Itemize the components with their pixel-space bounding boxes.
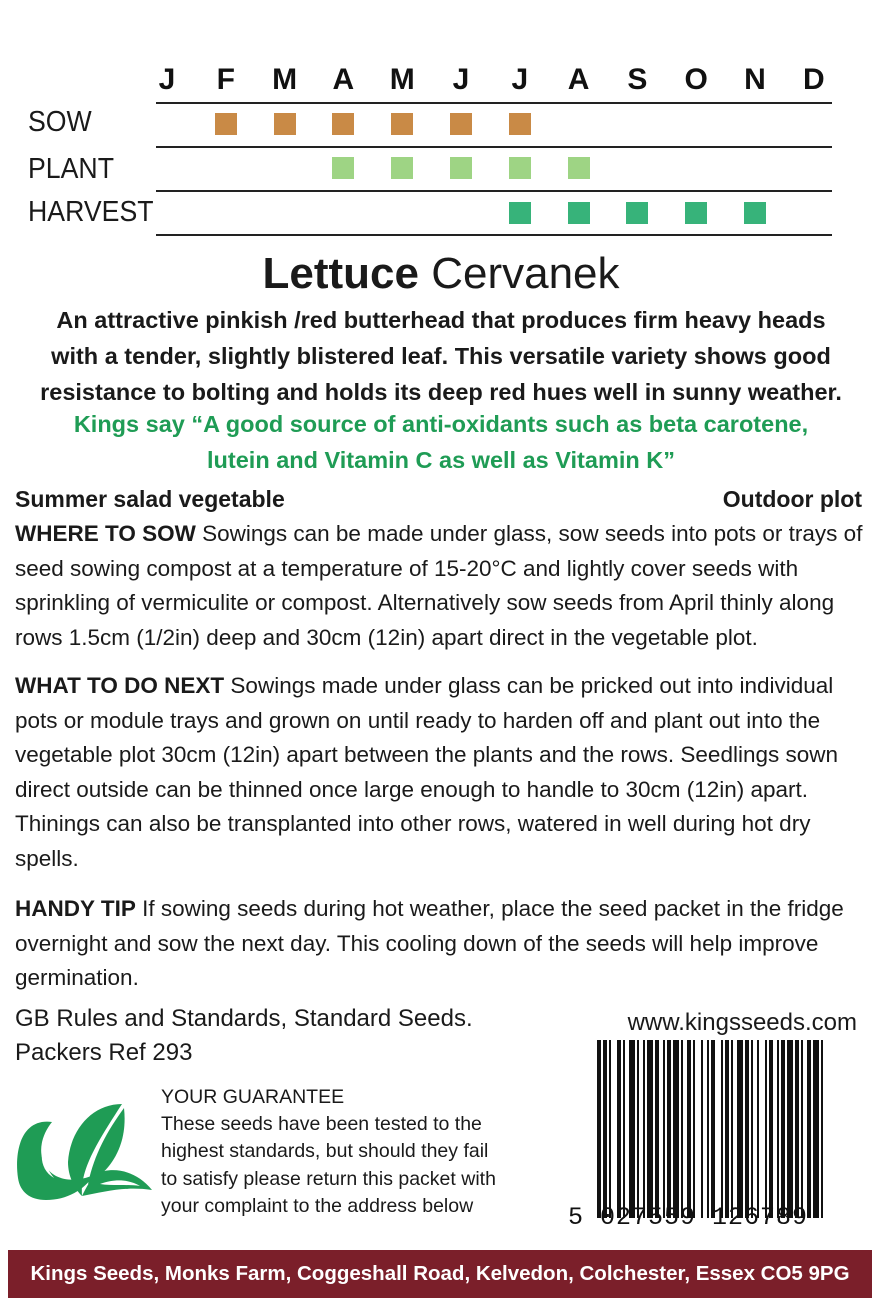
calendar-rule <box>156 146 832 148</box>
harvest-row-label: HARVEST <box>28 196 154 228</box>
barcode-bar <box>673 1040 679 1218</box>
barcode-bar <box>707 1040 709 1218</box>
harvest-month-marker <box>626 202 648 224</box>
sow-month-marker <box>391 113 413 135</box>
barcode-bar <box>807 1040 811 1218</box>
barcode-bar <box>769 1040 773 1218</box>
quote-line: lutein and Vitamin C as well as Vitamin K” <box>207 447 675 473</box>
barcode-bar <box>597 1040 601 1218</box>
location-label: Outdoor plot <box>722 486 862 512</box>
barcode-bar <box>787 1040 793 1218</box>
sow-month-marker <box>450 113 472 135</box>
plant-row-label: PLANT <box>28 153 115 185</box>
handy-tip-heading: HANDY TIP <box>15 896 136 921</box>
guarantee-title: YOUR GUARANTEE <box>161 1086 345 1108</box>
category-label: Summer salad vegetable <box>15 486 285 512</box>
barcode-bar <box>801 1040 803 1218</box>
barcode-bar <box>617 1040 621 1218</box>
barcode-bar <box>765 1040 767 1218</box>
standards-text: GB Rules and Standards, Standard Seeds. <box>15 1005 473 1032</box>
barcode-bar <box>681 1040 683 1218</box>
calendar-rule <box>156 190 832 192</box>
sow-month-marker <box>509 113 531 135</box>
barcode-bar <box>821 1040 823 1218</box>
sow-row-label: SOW <box>28 106 92 138</box>
where-to-sow-text: Sowings can be made under glass, sow seeds into pots or trays of seed sowing compost at a temperature of 15-20°C and lightly cover seeds with sprinkling of vermiculite or compost. Alternatively sow seeds from April thinly along rows 1.5cm (1/2in) deep and 30cm (12in) apart direct in the vegetable plot. <box>15 521 863 650</box>
month-label: A <box>332 63 355 96</box>
harvest-month-marker <box>568 202 590 224</box>
plant-month-marker <box>332 157 354 179</box>
plant-month-marker <box>568 157 590 179</box>
sow-month-marker <box>215 113 237 135</box>
product-name: Lettuce <box>262 249 419 298</box>
harvest-month-marker <box>509 202 531 224</box>
barcode-bar <box>711 1040 715 1218</box>
month-label: N <box>744 63 766 96</box>
product-description <box>20 302 862 410</box>
barcode-bar <box>603 1040 607 1218</box>
handy-tip-section <box>15 892 865 996</box>
barcode-bar <box>781 1040 785 1218</box>
guarantee-line: These seeds have been tested to the <box>161 1113 482 1136</box>
barcode-bar <box>687 1040 691 1218</box>
month-label: M <box>272 63 298 96</box>
barcode-bar <box>745 1040 749 1218</box>
month-label: M <box>389 63 415 96</box>
month-label: J <box>158 63 176 96</box>
barcode-bar <box>663 1040 665 1218</box>
kings-leaf-logo-icon <box>12 1100 154 1205</box>
handy-tip-text: If sowing seeds during hot weather, place the seed packet in the fridge overnight and sow the next day. This cooling down of the seeds will help improve germination. <box>15 896 844 990</box>
barcode-bar <box>629 1040 635 1218</box>
barcode-bar <box>693 1040 695 1218</box>
description-line: resistance to bolting and holds its deep red hues well in sunny weather. <box>40 379 842 405</box>
month-label: O <box>684 63 708 96</box>
calendar-rule <box>156 102 832 104</box>
description-line: with a tender, slightly blistered leaf. This versatile variety shows good <box>51 343 831 369</box>
plant-month-marker <box>391 157 413 179</box>
where-to-sow-section <box>15 517 865 655</box>
plant-month-marker <box>450 157 472 179</box>
calendar-rule <box>156 234 832 236</box>
barcode-bar <box>609 1040 611 1218</box>
harvest-month-marker <box>744 202 766 224</box>
barcode-bar <box>667 1040 671 1218</box>
barcode-bar <box>777 1040 779 1218</box>
harvest-month-marker <box>685 202 707 224</box>
barcode-bar <box>623 1040 625 1218</box>
barcode-bar <box>643 1040 645 1218</box>
barcode-bar <box>701 1040 703 1218</box>
barcode-bar <box>647 1040 653 1218</box>
what-to-do-next-heading: WHAT TO DO NEXT <box>15 673 225 698</box>
barcode-bar <box>721 1040 723 1218</box>
guarantee-line: highest standards, but should they fail <box>161 1140 489 1163</box>
month-label: J <box>511 63 529 96</box>
barcode <box>595 1040 857 1218</box>
sow-month-marker <box>274 113 296 135</box>
plant-month-marker <box>509 157 531 179</box>
sow-month-marker <box>332 113 354 135</box>
barcode-bar <box>731 1040 733 1218</box>
month-label: A <box>567 63 590 96</box>
barcode-bar <box>655 1040 659 1218</box>
barcode-bar <box>813 1040 819 1218</box>
description-line: An attractive pinkish /red butterhead that produces firm heavy heads <box>56 307 826 333</box>
product-title <box>0 248 882 300</box>
month-label: F <box>216 63 235 96</box>
barcode-bar <box>725 1040 729 1218</box>
what-to-do-next-text: Sowings made under glass can be pricked out into individual pots or module trays and grown on until ready to harden off and plant out into the vegetable plot 30cm (12in) apart between the plants and the rows. Seedlings sown direct outside can be thinned once large enough to handle to 30cm (12in) apart. Thinings can also be transplanted into other rows, watered in well during hot dry spells. <box>15 673 839 871</box>
guarantee-line: to satisfy please return this packet with <box>161 1167 496 1190</box>
where-to-sow-heading: WHERE TO SOW <box>15 521 196 546</box>
packers-ref: Packers Ref 293 <box>15 1039 193 1066</box>
month-label: D <box>802 63 825 96</box>
barcode-bar <box>637 1040 639 1218</box>
website-link[interactable]: www.kingsseeds.com <box>627 1009 857 1036</box>
month-label: J <box>452 63 470 96</box>
month-label: S <box>627 63 648 96</box>
barcode-number: 5 027559 126789 <box>568 1203 809 1232</box>
quote-line: Kings say “A good source of anti-oxidants such as beta carotene, <box>73 411 809 437</box>
what-to-do-next-section <box>15 669 865 876</box>
barcode-bar <box>795 1040 799 1218</box>
guarantee-block <box>161 1084 541 1220</box>
barcode-bar <box>757 1040 759 1218</box>
barcode-bar <box>737 1040 743 1218</box>
guarantee-line: your complaint to the address below <box>161 1194 474 1217</box>
footer-address-bar: Kings Seeds, Monks Farm, Coggeshall Road, Kelvedon, Colchester, Essex CO5 9PG <box>8 1250 872 1298</box>
kings-quote <box>20 406 862 478</box>
barcode-bar <box>751 1040 753 1218</box>
product-variety: Cervanek <box>431 249 620 298</box>
